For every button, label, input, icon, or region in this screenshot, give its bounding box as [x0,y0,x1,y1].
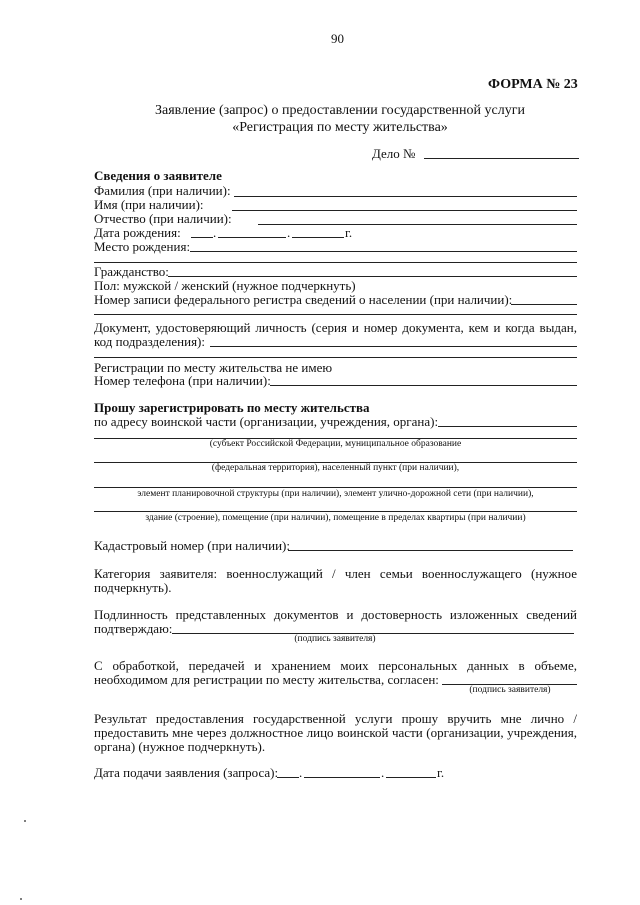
submission-year-field[interactable] [386,777,436,778]
citizenship-field[interactable] [168,276,577,277]
applicant-heading: Сведения о заявителе [94,168,222,183]
birth-day-field[interactable] [191,237,213,238]
phone-label: Номер телефона (при наличии): [94,373,271,388]
document-field[interactable] [210,346,577,347]
result-line2: предоставить мне через должностное лицо воинской части (организации, учреждения, [94,725,577,740]
birth-date-label: Дата рождения: [94,225,181,240]
result-line1: Результат предоставления государственной услуги прошу вручить мне лично / [94,711,577,726]
document-label-line1: Документ, удостоверяющий личность (серия и номер документа, кем и когда выдан, [94,320,577,335]
fed-register-field-2[interactable] [94,314,577,315]
address-caption-3: элемент планировочной структуры (при наличии), элемент улично-дорожной сети (при наличии), [137,489,534,499]
birth-year-field[interactable] [292,237,344,238]
case-label: Дело № [372,146,416,161]
scan-speck [24,820,26,822]
document-label-line2: код подразделения): [94,334,205,349]
submission-date-label: Дата подачи заявления (запроса): [94,765,279,780]
address-caption-4: здание (строение), помещение (при наличии), помещение в пределах квартиры (при наличии) [145,513,526,523]
gender-label: Пол: мужской / женский (нужное подчеркнуть) [94,278,356,293]
submission-day-field[interactable] [277,777,299,778]
address-field[interactable] [438,426,577,427]
consent-line1: С обработкой, передачей и хранением моих персональных данных в объеме, [94,658,577,673]
no-registration-text: Регистрации по месту жительства не имею [94,360,333,375]
signature-caption: (подпись заявителя) [294,634,376,644]
name-field[interactable] [232,210,577,211]
form-title-line1: Заявление (запрос) о предоставлении государственной услуги [155,103,525,118]
authenticity-line1: Подлинность представленных документов и достоверность изложенных сведений [94,607,577,622]
form-number: ФОРМА № 23 [488,77,578,92]
birth-place-label: Место рождения: [94,239,191,254]
signature-caption-2: (подпись заявителя) [469,685,551,695]
address-caption-1: (субъект Российской Федерации, муниципальное образование [209,439,462,449]
scan-speck [20,898,22,900]
birth-place-field-2[interactable] [94,262,577,263]
address-line-3[interactable] [94,487,577,488]
consent-line2: необходимом для регистрации по месту жительства, согласен: [94,672,439,687]
document-field-2[interactable] [94,357,577,358]
surname-label: Фамилия (при наличии): [94,183,231,198]
category-line1: Категория заявителя: военнослужащий / член семьи военнослужащего (нужное [94,566,577,581]
patronymic-label: Отчество (при наличии): [94,211,232,226]
surname-field[interactable] [234,196,577,197]
authenticity-line2: подтверждаю: [94,621,173,636]
submission-dot2: . [381,765,385,780]
category-line2: подчеркнуть). [94,580,172,595]
name-label: Имя (при наличии): [94,197,204,212]
birth-place-field[interactable] [190,251,577,252]
result-line3: органа) (нужное подчеркнуть). [94,739,266,754]
submission-dot1: . [299,765,303,780]
cadastral-label: Кадастровый номер (при наличии): [94,538,290,553]
birth-year-suffix: г. [345,225,353,240]
case-number-field[interactable] [424,158,579,159]
phone-field[interactable] [270,385,577,386]
submission-year-suffix: г. [437,765,445,780]
birth-month-field[interactable] [218,237,286,238]
submission-month-field[interactable] [304,777,380,778]
citizenship-label: Гражданство: [94,264,169,279]
birth-date-dot1: . [213,225,217,240]
fed-register-label: Номер записи федерального регистра сведений о населении (при наличии): [94,292,513,307]
request-heading: Прошу зарегистрировать по месту жительства [94,400,370,415]
patronymic-field[interactable] [258,224,577,225]
page-number: 90 [331,31,344,46]
address-label: по адресу воинской части (организации, учреждения, органа): [94,414,439,429]
address-line-4[interactable] [94,511,577,512]
cadastral-field[interactable] [288,550,573,551]
form-title-line2: «Регистрация по месту жительства» [232,120,448,135]
fed-register-field[interactable] [511,304,577,305]
birth-date-dot2: . [287,225,291,240]
address-caption-2: (федеральная территория), населенный пункт (при наличии), [211,463,460,473]
